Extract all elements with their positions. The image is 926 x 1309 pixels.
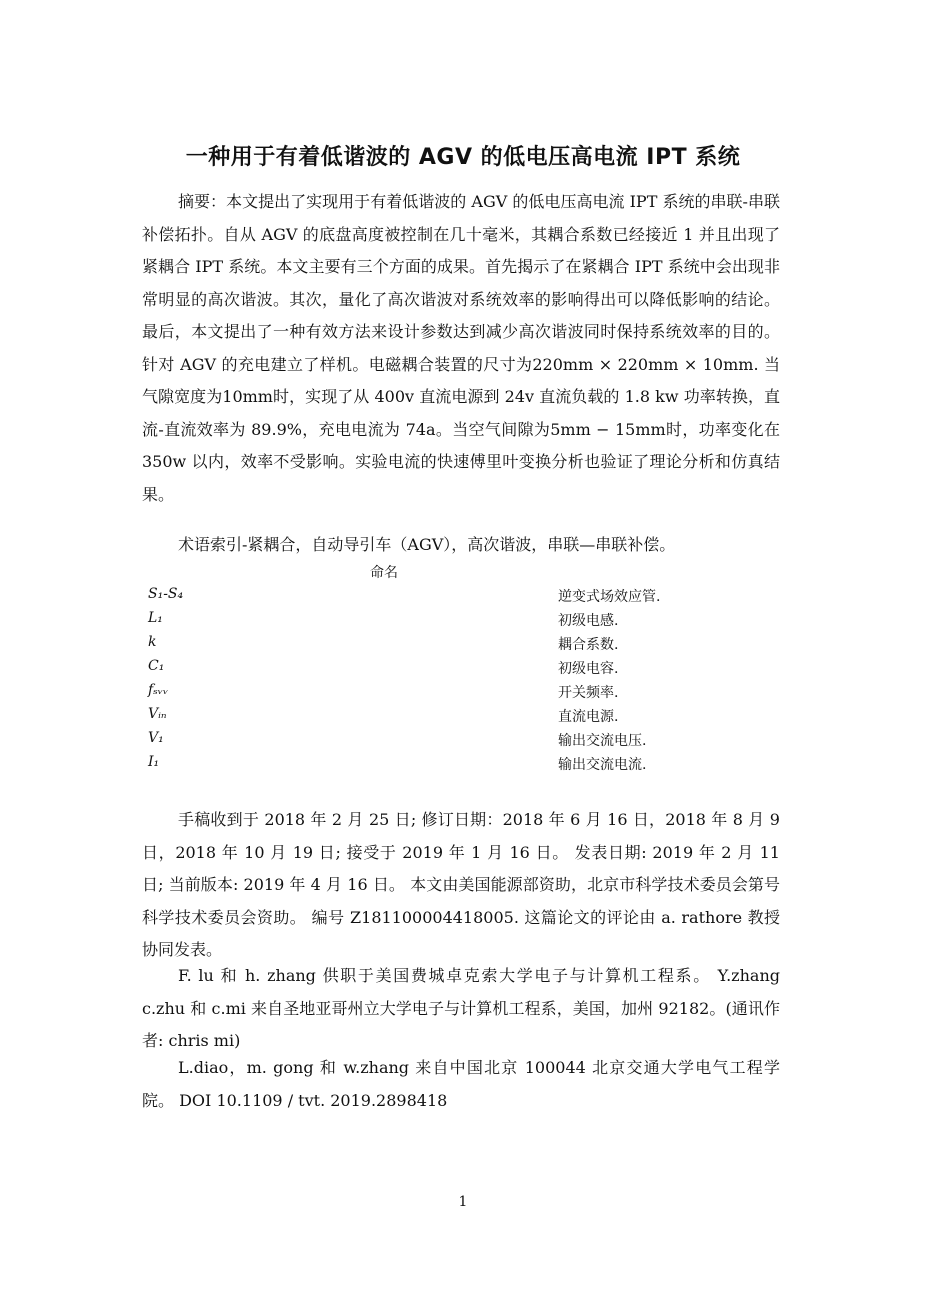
nomenclature-description: 逆变式场效应管. [558, 589, 661, 605]
nomenclature-row [148, 730, 768, 754]
page-number: 1 [458, 1194, 468, 1210]
nomenclature-symbol: k [148, 634, 157, 650]
index-terms: 术语索引-紧耦合，自动导引车（AGV），高次谐波，串联—串联补偿。 [178, 535, 676, 554]
nomenclature-row [148, 634, 768, 658]
nomenclature-symbol: V₁ [148, 730, 164, 746]
author-affiliation-1: F. lu 和 h. zhang 供职于美国费城卓克索大学电子与计算机工程系。 Y.zhang c.zhu 和 c.mi 来自圣地亚哥州立大学电子与计算机工程系，美国，加州 92182。(通讯作者: chris mi) [142, 966, 780, 1050]
nomenclature-description: 输出交流电压. [558, 733, 647, 749]
nomenclature-symbol: L₁ [148, 610, 163, 626]
nomenclature-description: 耦合系数. [558, 637, 619, 653]
nomenclature-row [148, 586, 768, 610]
nomenclature-row [148, 658, 768, 682]
nomenclature-row [148, 754, 768, 778]
nomenclature-description: 初级电感. [558, 613, 619, 629]
nomenclature-symbol: I₁ [148, 754, 160, 770]
nomenclature-symbol: S₁-S₄ [148, 586, 184, 602]
manuscript-history: 手稿收到于 2018 年 2 月 25 日; 修订日期：2018 年 6 月 16 日，2018 年 8 月 9 日，2018 年 10 月 19 日; 接受于 2019 年 1 月 16 日。 发表日期: 2019 年 2 月 11 日; 当前版本: 2019 年 4 月 16 日。 本文由美国能源部资助，北京市科学技术委员会第号科学技术委员会资助。 编号 Z181100004418005. 这篇论文的评论由 a. rathore 教授协同发表。 [142, 810, 780, 959]
nomenclature-row [148, 682, 768, 706]
nomenclature-symbol: Vᵢₙ [148, 706, 167, 722]
nomenclature-row [148, 706, 768, 730]
abstract-paragraph: 摘要：本文提出了实现用于有着低谐波的 AGV 的低电压高电流 IPT 系统的串联-串联补偿拓扑。自从 AGV 的底盘高度被控制在几十毫米，其耦合系数已经接近 1 并且出现了紧耦合 IPT 系统。本文主要有三个方面的成果。首先揭示了在紧耦合 IPT 系统中会出现非常明显的高次谐波。其次，量化了高次谐波对系统效率的影响得出可以降低影响的结论。最后，本文提出了一种有效方法来设计参数达到减少高次谐波同时保持系统效率的目的。针对 AGV 的充电建立了样机。电磁耦合装置的尺寸为220mm × 220mm × 10mm. 当气隙宽度为10mm时，实现了从 400v 直流电源到 24v 直流负载的 1.8 kw 功率转换，直流-直流效率为 89.9%，充电电流为 74a。当空气间隙为5mm − 15mm时，功率变化在 350w 以内，效率不受影响。实验电流的快速傅里叶变换分析也验证了理论分析和仿真结果。 [142, 192, 780, 504]
nomenclature-heading: 命名 [370, 565, 398, 581]
nomenclature-symbol: fₛᵥᵥ [148, 682, 169, 698]
nomenclature-description: 直流电源. [558, 709, 619, 725]
nomenclature-symbol: C₁ [148, 658, 165, 674]
nomenclature-row [148, 610, 768, 634]
nomenclature-description: 输出交流电流. [558, 757, 647, 773]
nomenclature-description: 初级电容. [558, 661, 619, 677]
paper-title: 一种用于有着低谐波的 AGV 的低电压高电流 IPT 系统 [185, 145, 741, 170]
nomenclature-description: 开关频率. [558, 685, 619, 701]
author-affiliation-2: L.diao，m. gong 和 w.zhang 来自中国北京 100044 北京交通大学电气工程学院。 DOI 10.1109 / tvt. 2019.2898418 [142, 1058, 780, 1110]
